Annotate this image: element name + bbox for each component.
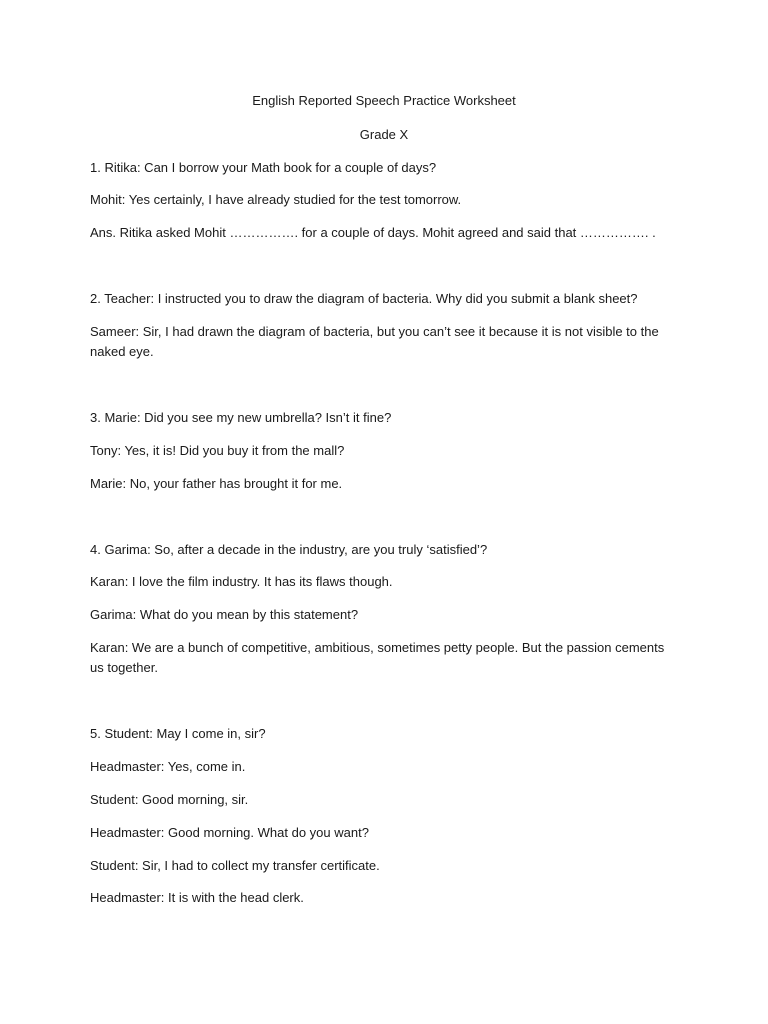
question-2-line-1: 2. Teacher: I instructed you to draw the diagram of bacteria. Why did you submit a blank sheet? [90,291,638,306]
question-5-line-6: Headmaster: It is with the head clerk. [90,890,304,905]
question-4-line-4: Karan: We are a bunch of competitive, ambitious, sometimes petty people. But the passion cements us together. [90,640,665,675]
question-1-line-2: Mohit: Yes certainly, I have already studied for the test tomorrow. [90,192,462,207]
worksheet-title: English Reported Speech Practice Worksheet [252,93,516,108]
question-4-line-1: 4. Garima: So, after a decade in the industry, are you truly ‘satisfied’? [90,542,488,557]
question-3-line-3: Marie: No, your father has brought it for me. [90,476,343,491]
question-5-line-3: Student: Good morning, sir. [90,792,249,807]
question-1-line-1: 1. Ritika: Can I borrow your Math book for a couple of days? [90,160,437,175]
grade-label: Grade X [359,127,409,142]
question-5-line-5: Student: Sir, I had to collect my transfer certificate. [90,858,380,873]
question-3-line-2: Tony: Yes, it is! Did you buy it from the mall? [90,443,345,458]
question-2-line-2: Sameer: Sir, I had drawn the diagram of bacteria, but you can’t see it because it is not visible to the naked eye. [90,324,659,359]
question-4-line-3: Garima: What do you mean by this statement? [90,607,359,622]
question-3-line-1: 3. Marie: Did you see my new umbrella? Isn’t it fine? [90,410,392,425]
question-5-line-2: Headmaster: Yes, come in. [90,759,246,774]
question-4-line-2: Karan: I love the film industry. It has its flaws though. [90,574,393,589]
question-5-line-4: Headmaster: Good morning. What do you want? [90,825,369,840]
question-5-line-1: 5. Student: May I come in, sir? [90,726,266,741]
question-1-answer: Ans. Ritika asked Mohit ……………. for a couple of days. Mohit agreed and said that ……………. . [90,225,656,240]
